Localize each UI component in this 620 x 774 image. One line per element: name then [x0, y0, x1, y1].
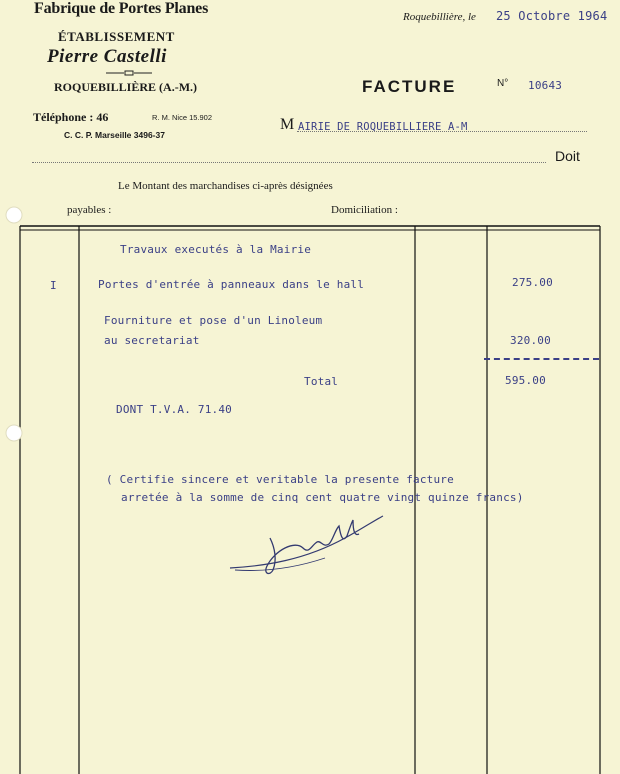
invoice-number: 10643 [528, 79, 563, 92]
line-item-doors-amount: 275.00 [512, 276, 553, 289]
line-item-index: I [50, 279, 57, 292]
postal-account: C. C. P. Marseille 3496-37 [64, 130, 165, 140]
domiciliation-label: Domiciliation : [331, 204, 398, 216]
certification-line-2: arretée à la somme de cinq cent quatre vingt quinze francs) [121, 491, 524, 504]
company-name: Fabrique de Portes Planes [34, 0, 209, 17]
owner-name: Pierre Castelli [47, 46, 167, 67]
line-item-linoleum-amount: 320.00 [510, 334, 551, 347]
registry-number: R. M. Nice 15.902 [152, 113, 213, 122]
doit-label: Doit [555, 148, 580, 164]
line-item-heading: Travaux executés à la Mairie [120, 243, 312, 256]
invoice-title: FACTURE [362, 77, 457, 96]
montant-line: Le Montant des marchandises ci-après désignées [118, 180, 333, 192]
total-amount: 595.00 [505, 374, 546, 387]
client-prefix: M [280, 116, 295, 133]
telephone: Téléphone : 46 [33, 110, 109, 124]
client-name: AIRIE DE ROQUEBILLIERE A-M [298, 121, 468, 133]
invoice-date: 25 Octobre 1964 [496, 9, 608, 23]
company-town: ROQUEBILLIÈRE (A.-M.) [54, 80, 198, 94]
certification-line-1: ( Certifie sincere et veritable la presente facture [106, 473, 454, 486]
line-item-linoleum: Fourniture et pose d'un Linoleum [104, 314, 323, 327]
line-item-linoleum-2: au secretariat [104, 334, 200, 347]
total-label: Total [304, 375, 339, 388]
payables-label: payables : [67, 204, 112, 216]
line-item-doors: Portes d'entrée à panneaux dans le hall [98, 278, 365, 291]
place-label: Roquebillière, le [403, 11, 476, 23]
number-label: N° [497, 78, 509, 89]
vat-line: DONT T.V.A. 71.40 [116, 403, 232, 416]
establishment-label: ÉTABLISSEMENT [58, 29, 175, 44]
